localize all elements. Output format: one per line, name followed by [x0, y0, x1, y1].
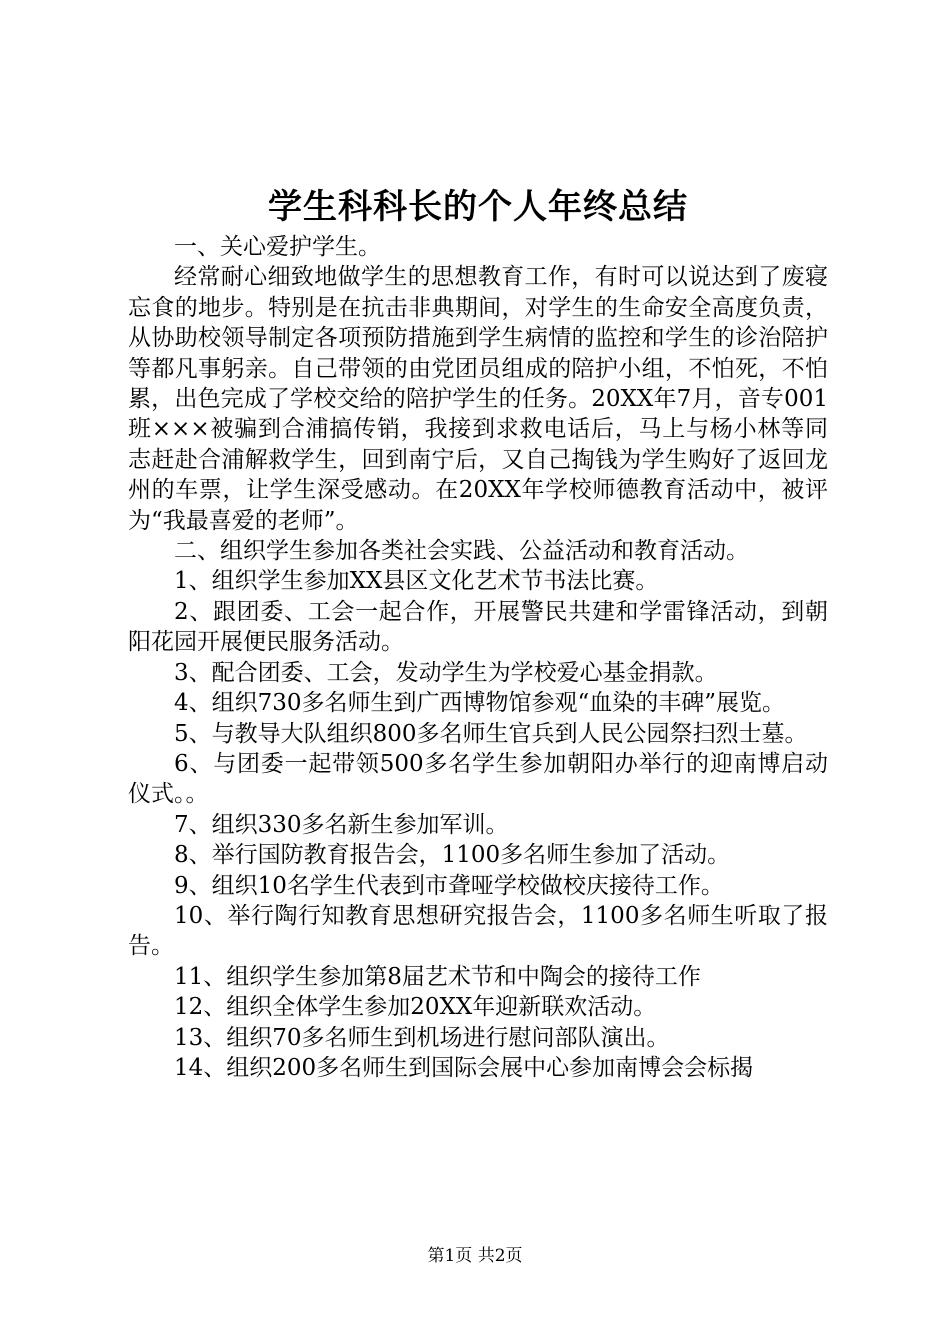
paragraph: 3、配合团委、工会，发动学生为学校爱心基金捐款。 [174, 659, 718, 686]
paragraph: 一、关心爱护学生。 [174, 234, 381, 260]
paragraph: 6、与团委一起带领500多名学生参加朝阳办举行的迎南博启动仪式。。 [128, 750, 828, 808]
paragraph: 7、组织330多名新生参加军训。 [174, 811, 509, 838]
paragraph: 5、与教导大队组织800多名师生官兵到人民公园祭扫烈士墓。 [174, 720, 808, 747]
page-number: 第1页 共2页 [427, 1246, 523, 1266]
paragraph: 14、组织200多名师生到国际会展中心参加南博会会标揭 [174, 1054, 754, 1081]
paragraph: 10、举行陶行知教育思想研究报告会，1100多名师生听取了报告。 [128, 902, 828, 960]
paragraph: 12、组织全体学生参加20XX年迎新联欢活动。 [174, 994, 657, 1021]
paragraph: 11、组织学生参加第8届艺术节和中陶会的接待工作 [174, 963, 701, 990]
paragraph: 8、举行国防教育报告会，1100多名师生参加了活动。 [174, 842, 731, 869]
paragraph: 1、组织学生参加XX县区文化艺术节书法比赛。 [174, 568, 659, 595]
document-body [128, 232, 828, 1083]
document-title: 学生科科长的个人年终总结 [268, 187, 688, 227]
paragraph: 二、组织学生参加各类社会实践、公益活动和教育活动。 [174, 538, 749, 565]
paragraph: 4、组织730多名师生到广西博物馆参观“血染的丰碑”展览。 [174, 690, 786, 717]
paragraph: 9、组织10名学生代表到市聋哑学校做校庆接待工作。 [174, 872, 724, 899]
paragraph: 13、组织70多名师生到机场进行慰问部队演出。 [174, 1024, 670, 1051]
page-footer [0, 1244, 950, 1268]
paragraph: 2、跟团委、工会一起合作，开展警民共建和学雷锋活动，到朝阳花园开展便民服务活动。 [128, 598, 828, 656]
document-page [128, 182, 828, 1083]
paragraph: 经常耐心细致地做学生的思想教育工作，有时可以说达到了废寝忘食的地步。特别是在抗击非典期间，对学生的生命安全高度负责，从协助校领导制定各项预防措施到学生病情的监控和学生的诊治陪护等都凡事躬亲。自己带领的由党团员组成的陪护小组，不怕死，不怕累，出色完成了学校交给的陪护学生的任务。20XX年7月，音专001班×××被骗到合浦搞传销，我接到求救电话后，马上与杨小林等同志赶赴合浦解救学生，回到南宁后，又自己掏钱为学生购好了返回龙州的车票，让学生深受感动。在20XX年学校师德教育活动中，被评为“我最喜爱的老师”。 [128, 264, 828, 534]
